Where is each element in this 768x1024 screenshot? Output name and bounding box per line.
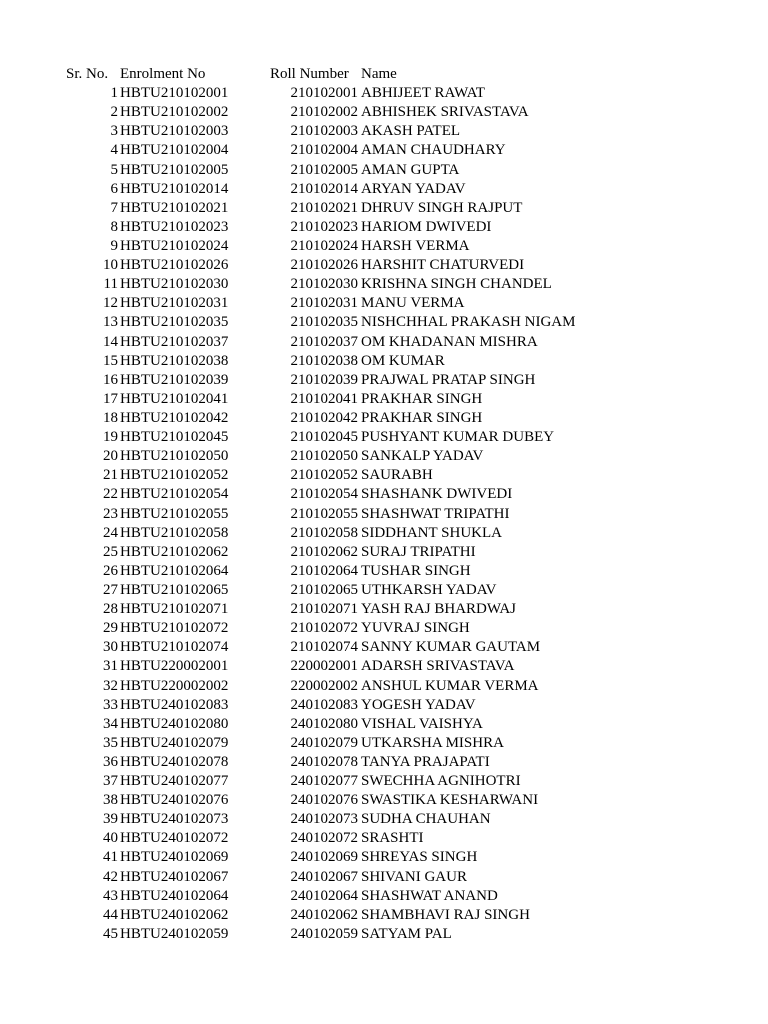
student-name-cell: HARSH VERMA <box>361 237 470 254</box>
student-name-cell: SHAMBHAVI RAJ SINGH <box>361 906 530 923</box>
sr-no-cell: 16 <box>103 371 118 388</box>
enrolment-no-cell: HBTU210102026 <box>120 257 229 274</box>
sr-no-cell: 39 <box>103 811 118 828</box>
student-name-cell: MANU VERMA <box>361 295 465 312</box>
sr-no-cell: 6 <box>110 180 118 197</box>
enrolment-no-cell: HBTU240102080 <box>120 715 229 732</box>
student-name-cell: UTKARSHA MISHRA <box>361 734 504 751</box>
enrolment-no-cell: HBTU210102064 <box>120 562 229 579</box>
student-name-cell: YASH RAJ BHARDWAJ <box>361 601 517 618</box>
sr-no-cell: 8 <box>110 218 118 235</box>
table-row <box>0 581 768 600</box>
roll-number-cell: 240102077 <box>290 773 358 790</box>
enrolment-no-cell: HBTU210102041 <box>120 390 229 407</box>
sr-no-cell: 23 <box>103 505 118 522</box>
roll-number-cell: 240102062 <box>290 906 358 923</box>
roll-number-cell: 240102067 <box>290 868 358 885</box>
sr-no-cell: 4 <box>110 142 118 159</box>
roll-number-cell: 210102024 <box>290 237 358 254</box>
sr-no-cell: 21 <box>103 467 118 484</box>
table-row <box>0 218 768 237</box>
sr-no-cell: 37 <box>103 773 118 790</box>
table-row <box>0 141 768 160</box>
roll-number-cell: 210102038 <box>290 352 358 369</box>
roll-number-cell: 220002001 <box>290 658 358 675</box>
student-name-cell: SHASHWAT ANAND <box>361 887 498 904</box>
roll-number-cell: 210102023 <box>290 218 358 235</box>
table-row <box>0 562 768 581</box>
sr-no-cell: 2 <box>110 104 118 121</box>
table-row <box>0 868 768 887</box>
roll-number-cell: 210102050 <box>290 448 358 465</box>
roll-number-cell: 240102072 <box>290 830 358 847</box>
enrolment-no-cell: HBTU210102054 <box>120 486 229 503</box>
enrolment-no-cell: HBTU210102072 <box>120 620 229 637</box>
student-name-cell: ARYAN YADAV <box>361 180 466 197</box>
roll-number-cell: 210102074 <box>290 639 358 656</box>
student-name-cell: AKASH PATEL <box>361 123 461 140</box>
student-name-cell: SRASHTI <box>361 830 424 847</box>
table-row <box>0 485 768 504</box>
enrolment-no-cell: HBTU210102004 <box>120 142 229 159</box>
enrolment-no-cell: HBTU240102072 <box>120 830 229 847</box>
enrolment-no-cell: HBTU240102067 <box>120 868 229 885</box>
enrolment-no-cell: HBTU210102021 <box>120 199 229 216</box>
table-row <box>0 734 768 753</box>
sr-no-cell: 10 <box>103 257 118 274</box>
header-name: Name <box>361 66 397 82</box>
sr-no-cell: 1 <box>110 85 118 102</box>
enrolment-no-cell: HBTU240102083 <box>120 696 229 713</box>
table-row <box>0 791 768 810</box>
roll-number-cell: 240102064 <box>290 887 358 904</box>
sr-no-cell: 26 <box>103 562 118 579</box>
table-row <box>0 352 768 371</box>
header-row <box>0 65 768 84</box>
header-sr-no: Sr. No. <box>66 66 109 82</box>
sr-no-cell: 32 <box>103 677 118 694</box>
enrolment-no-cell: HBTU220002002 <box>120 677 229 694</box>
student-name-cell: SHASHWAT TRIPATHI <box>361 505 510 522</box>
sr-no-cell: 3 <box>110 123 118 140</box>
sr-no-cell: 7 <box>110 199 118 216</box>
sr-no-cell: 42 <box>103 868 118 885</box>
table-row <box>0 409 768 428</box>
sr-no-cell: 22 <box>103 486 118 503</box>
enrolment-no-cell: HBTU210102038 <box>120 352 229 369</box>
student-name-cell: SANNY KUMAR GAUTAM <box>361 639 541 656</box>
sr-no-cell: 27 <box>103 581 118 598</box>
roll-number-cell: 240102080 <box>290 715 358 732</box>
enrolment-no-cell: HBTU210102023 <box>120 218 229 235</box>
table-row <box>0 294 768 313</box>
student-name-cell: DHRUV SINGH RAJPUT <box>361 199 523 216</box>
roll-number-cell: 210102014 <box>290 180 358 197</box>
enrolment-no-cell: HBTU210102065 <box>120 581 229 598</box>
roll-number-cell: 210102058 <box>290 524 358 541</box>
enrolment-no-cell: HBTU240102073 <box>120 811 229 828</box>
student-name-cell: SATYAM PAL <box>361 925 452 942</box>
enrolment-no-cell: HBTU210102037 <box>120 333 229 350</box>
roll-number-cell: 210102004 <box>290 142 358 159</box>
roll-number-cell: 210102041 <box>290 390 358 407</box>
enrolment-no-cell: HBTU210102024 <box>120 237 229 254</box>
sr-no-cell: 34 <box>103 715 118 732</box>
sr-no-cell: 20 <box>103 448 118 465</box>
table-row <box>0 887 768 906</box>
table-row <box>0 638 768 657</box>
student-name-cell: VISHAL VAISHYA <box>361 715 483 732</box>
enrolment-no-cell: HBTU240102079 <box>120 734 229 751</box>
student-name-cell: SWECHHA AGNIHOTRI <box>361 773 521 790</box>
sr-no-cell: 38 <box>103 792 118 809</box>
enrolment-no-cell: HBTU210102042 <box>120 409 229 426</box>
table-row <box>0 772 768 791</box>
sr-no-cell: 5 <box>110 161 118 178</box>
sr-no-cell: 18 <box>103 409 118 426</box>
sr-no-cell: 33 <box>103 696 118 713</box>
table-row <box>0 237 768 256</box>
student-name-cell: SHASHANK DWIVEDI <box>361 486 513 503</box>
roll-number-cell: 240102073 <box>290 811 358 828</box>
sr-no-cell: 19 <box>103 429 118 446</box>
sr-no-cell: 28 <box>103 601 118 618</box>
table-row <box>0 122 768 141</box>
enrolment-no-cell: HBTU210102014 <box>120 180 229 197</box>
enrolment-no-cell: HBTU210102030 <box>120 276 229 293</box>
student-name-cell: SHIVANI GAUR <box>361 868 467 885</box>
roll-number-cell: 210102071 <box>290 601 358 618</box>
student-name-cell: PUSHYANT KUMAR DUBEY <box>361 429 555 446</box>
table-row <box>0 715 768 734</box>
table-row <box>0 524 768 543</box>
table-row <box>0 390 768 409</box>
student-name-cell: SWASTIKA KESHARWANI <box>361 792 539 809</box>
roll-number-cell: 210102026 <box>290 257 358 274</box>
sr-no-cell: 41 <box>103 849 118 866</box>
table-row <box>0 84 768 103</box>
table-row <box>0 199 768 218</box>
roll-number-cell: 210102021 <box>290 199 358 216</box>
student-name-cell: TUSHAR SINGH <box>361 562 471 579</box>
student-name-cell: PRAJWAL PRATAP SINGH <box>361 371 536 388</box>
header-enrolment-no: Enrolment No <box>120 66 206 82</box>
student-name-cell: SAURABH <box>361 467 433 484</box>
enrolment-no-cell: HBTU210102001 <box>120 85 229 102</box>
roll-number-cell: 210102045 <box>290 429 358 446</box>
roll-number-cell: 240102083 <box>290 696 358 713</box>
table-row <box>0 925 768 944</box>
roll-number-cell: 210102064 <box>290 562 358 579</box>
student-name-cell: ABHISHEK SRIVASTAVA <box>361 104 529 121</box>
sr-no-cell: 15 <box>103 352 118 369</box>
sr-no-cell: 24 <box>103 524 118 541</box>
roll-number-cell: 210102042 <box>290 409 358 426</box>
roll-number-cell: 210102052 <box>290 467 358 484</box>
roll-number-cell: 210102037 <box>290 333 358 350</box>
enrolment-no-cell: HBTU240102062 <box>120 906 229 923</box>
enrolment-no-cell: HBTU210102003 <box>120 123 229 140</box>
table-row <box>0 677 768 696</box>
table-row <box>0 505 768 524</box>
sr-no-cell: 44 <box>103 906 118 923</box>
table-row <box>0 619 768 638</box>
sr-no-cell: 45 <box>103 925 118 942</box>
roll-number-cell: 210102030 <box>290 276 358 293</box>
sr-no-cell: 12 <box>103 295 118 312</box>
student-name-cell: HARSHIT CHATURVEDI <box>361 257 525 274</box>
roll-number-cell: 210102005 <box>290 161 358 178</box>
header-roll-number: Roll Number <box>270 66 349 82</box>
roll-number-cell: 240102059 <box>290 925 358 942</box>
table-row <box>0 848 768 867</box>
student-name-cell: SHREYAS SINGH <box>361 849 478 866</box>
roll-number-cell: 220002002 <box>290 677 358 694</box>
enrolment-no-cell: HBTU210102039 <box>120 371 229 388</box>
sr-no-cell: 9 <box>110 237 118 254</box>
enrolment-no-cell: HBTU210102062 <box>120 543 229 560</box>
table-row <box>0 906 768 925</box>
enrolment-no-cell: HBTU220002001 <box>120 658 229 675</box>
enrolment-no-cell: HBTU210102074 <box>120 639 229 656</box>
enrolment-no-cell: HBTU240102069 <box>120 849 229 866</box>
sr-no-cell: 31 <box>103 658 118 675</box>
student-list-sheet <box>0 65 768 944</box>
table-row <box>0 161 768 180</box>
roll-number-cell: 210102035 <box>290 314 358 331</box>
roll-number-cell: 210102062 <box>290 543 358 560</box>
student-name-cell: KRISHNA SINGH CHANDEL <box>361 276 552 293</box>
enrolment-no-cell: HBTU210102035 <box>120 314 229 331</box>
sr-no-cell: 35 <box>103 734 118 751</box>
table-row <box>0 371 768 390</box>
table-row <box>0 275 768 294</box>
table-row <box>0 657 768 676</box>
roll-number-cell: 210102065 <box>290 581 358 598</box>
enrolment-no-cell: HBTU210102002 <box>120 104 229 121</box>
table-row <box>0 333 768 352</box>
student-rows <box>0 84 768 944</box>
roll-number-cell: 210102039 <box>290 371 358 388</box>
sr-no-cell: 17 <box>103 390 118 407</box>
sr-no-cell: 13 <box>103 314 118 331</box>
table-row <box>0 313 768 332</box>
enrolment-no-cell: HBTU210102031 <box>120 295 229 312</box>
enrolment-no-cell: HBTU210102055 <box>120 505 229 522</box>
roll-number-cell: 240102069 <box>290 849 358 866</box>
student-name-cell: TANYA PRAJAPATI <box>361 753 490 770</box>
student-name-cell: SUDHA CHAUHAN <box>361 811 491 828</box>
sr-no-cell: 36 <box>103 753 118 770</box>
table-row <box>0 180 768 199</box>
enrolment-no-cell: HBTU240102064 <box>120 887 229 904</box>
enrolment-no-cell: HBTU210102052 <box>120 467 229 484</box>
student-name-cell: SIDDHANT SHUKLA <box>361 524 502 541</box>
roll-number-cell: 210102001 <box>290 85 358 102</box>
sr-no-cell: 14 <box>103 333 118 350</box>
sr-no-cell: 11 <box>103 276 118 293</box>
student-name-cell: OM KUMAR <box>361 352 445 369</box>
table-row <box>0 447 768 466</box>
sr-no-cell: 43 <box>103 887 118 904</box>
student-name-cell: SURAJ TRIPATHI <box>361 543 476 560</box>
table-row <box>0 466 768 485</box>
student-name-cell: PRAKHAR SINGH <box>361 390 483 407</box>
student-name-cell: AMAN GUPTA <box>361 161 460 178</box>
student-name-cell: AMAN CHAUDHARY <box>361 142 506 159</box>
table-row <box>0 600 768 619</box>
table-row <box>0 543 768 562</box>
enrolment-no-cell: HBTU240102077 <box>120 773 229 790</box>
student-name-cell: UTHKARSH YADAV <box>361 581 497 598</box>
enrolment-no-cell: HBTU240102059 <box>120 925 229 942</box>
roll-number-cell: 210102055 <box>290 505 358 522</box>
student-name-cell: OM KHADANAN MISHRA <box>361 333 538 350</box>
enrolment-no-cell: HBTU210102045 <box>120 429 229 446</box>
sr-no-cell: 29 <box>103 620 118 637</box>
student-name-cell: YOGESH YADAV <box>361 696 476 713</box>
enrolment-no-cell: HBTU210102005 <box>120 161 229 178</box>
student-name-cell: ADARSH SRIVASTAVA <box>361 658 515 675</box>
student-name-cell: HARIOM DWIVEDI <box>361 218 492 235</box>
roll-number-cell: 210102003 <box>290 123 358 140</box>
roll-number-cell: 210102072 <box>290 620 358 637</box>
student-name-cell: ABHIJEET RAWAT <box>361 85 485 102</box>
roll-number-cell: 210102031 <box>290 295 358 312</box>
student-name-cell: PRAKHAR SINGH <box>361 409 483 426</box>
sr-no-cell: 25 <box>103 543 118 560</box>
table-row <box>0 256 768 275</box>
table-row <box>0 829 768 848</box>
roll-number-cell: 240102078 <box>290 753 358 770</box>
table-row <box>0 103 768 122</box>
roll-number-cell: 240102079 <box>290 734 358 751</box>
sr-no-cell: 40 <box>103 830 118 847</box>
roll-number-cell: 210102054 <box>290 486 358 503</box>
student-name-cell: NISHCHHAL PRAKASH NIGAM <box>361 314 576 331</box>
student-name-cell: ANSHUL KUMAR VERMA <box>361 677 539 694</box>
enrolment-no-cell: HBTU240102078 <box>120 753 229 770</box>
table-row <box>0 428 768 447</box>
table-row <box>0 753 768 772</box>
enrolment-no-cell: HBTU210102058 <box>120 524 229 541</box>
sr-no-cell: 30 <box>103 639 118 656</box>
enrolment-no-cell: HBTU240102076 <box>120 792 229 809</box>
table-row <box>0 696 768 715</box>
roll-number-cell: 210102002 <box>290 104 358 121</box>
enrolment-no-cell: HBTU210102071 <box>120 601 229 618</box>
roll-number-cell: 240102076 <box>290 792 358 809</box>
table-row <box>0 810 768 829</box>
enrolment-no-cell: HBTU210102050 <box>120 448 229 465</box>
student-name-cell: YUVRAJ SINGH <box>361 620 470 637</box>
student-name-cell: SANKALP YADAV <box>361 448 484 465</box>
